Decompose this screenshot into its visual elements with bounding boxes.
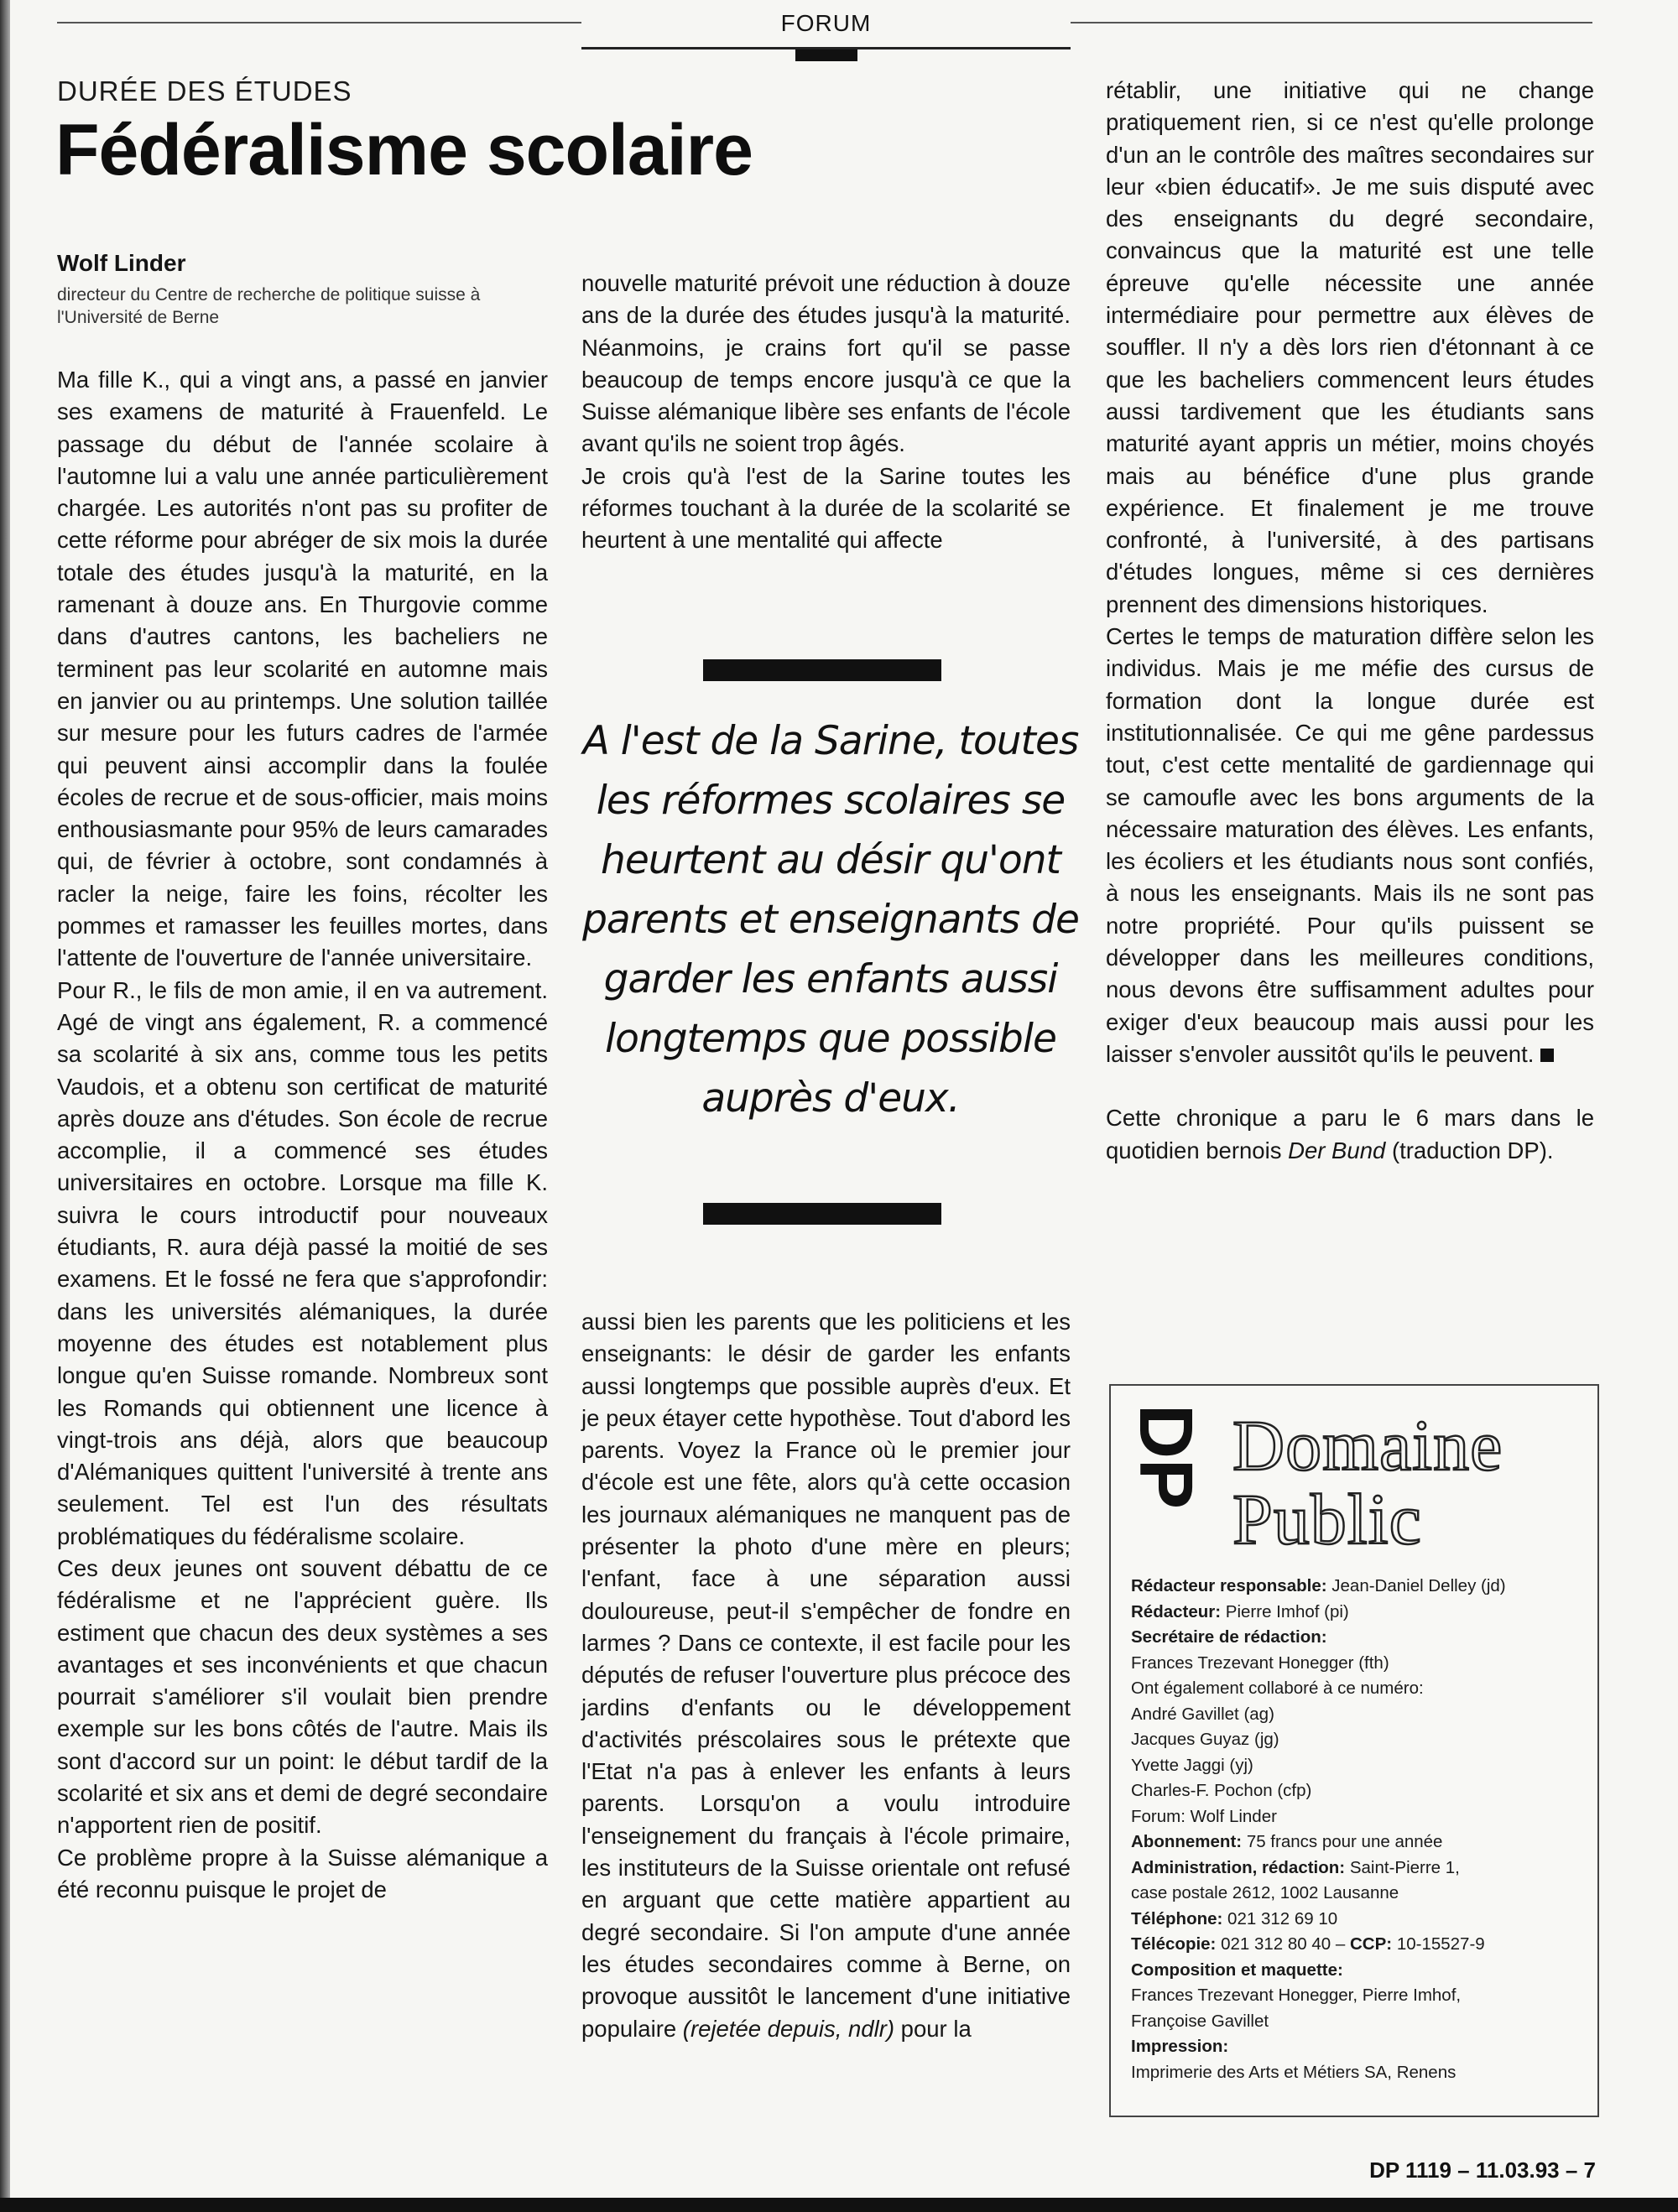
article-column-3 <box>1106 75 1594 1167</box>
article-column-2-bottom <box>581 1306 1071 2045</box>
article-column-2-top <box>581 268 1071 557</box>
credit-value: Forum: Wolf Linder <box>1131 1806 1277 1826</box>
paragraph: rétablir, une initiative qui ne change pratiquement rien, si ce n'est qu'elle prolonge d'un an le contrôle des maîtres secondaires sur leur «bien éducatif». Je me suis disputé avec des enseignants du degré secondaire, convaincus que la maturité est une telle épreuve qu'elle nécessite une année intermédiaire pour permettre aux élèves de souffler. Il n'y a dès lors rien d'étonnant à ce que les bacheliers commencent leurs études aussi tardivement que les étudiants sans maturité ayant appris un métier, moins choyés mais au bénéfice d'une plus grande expérience. Et finalement je me trouve confronté, à l'université, à des partisans d'études longues, même si ces dernières prennent des dimensions historiques. <box>1106 77 1594 617</box>
paragraph: Ma fille K., qui a vingt ans, a passé en janvier ses examens de maturité à Frauenfeld. Le passage du début de l'année scolaire à l'automne lui a valu une année particulièrement chargée. Les autorités n'ont pas su profiter de cette réforme pour abréger de six mois la durée totale des études jusqu'à la maturité, en la ramenant à douze ans. En Thurgovie comme dans d'autres cantons, les bacheliers ne terminent pas leur scolarité en automne mais en janvier ou au printemps. Une solution taillée sur mesure pour les futurs cadres de l'armée qui peuvent ainsi accomplir dans la foulée écoles de recrue et de sous-officier, mais moins enthousiasmante pour 95% de leurs camarades qui, de février à octobre, sont condamnés à racler la neige, faire les foins, récolter les pommes et ramasser les feuilles mortes, dans l'attente de l'ouverture de l'année universitaire. <box>57 367 548 971</box>
paragraph <box>1106 621 1594 1070</box>
credit-line <box>1131 1574 1584 1600</box>
credit-line <box>1131 1907 1584 1933</box>
credit-line <box>1131 1855 1584 1882</box>
credit-line <box>1131 1600 1584 1626</box>
credit-value: Frances Trezevant Honegger, Pierre Imhof, <box>1131 1986 1462 2005</box>
credit-value: Imprimerie des Arts et Métiers SA, Renens <box>1131 2062 1457 2082</box>
newspaper-name: Der Bund <box>1288 1137 1386 1163</box>
credit-value: 75 francs pour une année <box>1246 1832 1443 1851</box>
credit-value: Saint-Pierre 1, <box>1349 1857 1460 1877</box>
credit-label: Administration, rédaction: <box>1131 1857 1346 1877</box>
source-note-text-end: (traduction DP). <box>1391 1137 1554 1163</box>
page-bottom-edge <box>0 2198 1678 2212</box>
credit-label: Rédacteur responsable: <box>1131 1576 1327 1595</box>
author-name: Wolf Linder <box>57 250 186 276</box>
credit-value: Jacques Guyaz (jg) <box>1131 1730 1279 1749</box>
article-title: Fédéralisme scolaire <box>55 110 753 190</box>
paragraph: Ces deux jeunes ont souvent débattu de ce fédéralisme et ne l'apprécient guère. Ils estiment que chacun des deux systèmes a ses avantages et ses inconvénients et que chacun pourrait s'améliorer s'il voulait bien prendre exemple sur les bons côtés de l'autre. Mais ils sont d'accord sur un point: le début tardif de la scolarité et six ans et demi de degré secondaire n'apportent rien de positif. <box>57 1554 548 1839</box>
paragraph-text-end: pour la <box>900 2015 972 2042</box>
credit-value: André Gavillet (ag) <box>1131 1704 1274 1724</box>
section-marker <box>795 49 857 61</box>
credit-line <box>1131 1983 1584 2009</box>
dp-logo-text: DP <box>1123 1404 1208 1510</box>
credit-line <box>1131 1881 1584 1907</box>
paragraph: nouvelle maturité prévoit une réduction à douze ans de la durée des études jusqu'à la maturité. Néanmoins, je crains fort qu'il se passe beaucoup de temps encore jusqu'à ce que la Suisse alémanique libère ses enfants de l'école avant qu'ils ne soient trop âgés. <box>581 270 1071 457</box>
masthead-box <box>1109 1384 1599 2117</box>
credit-label: Télécopie: <box>1131 1934 1217 1954</box>
pull-quote: A l'est de la Sarine, toutes les réformes scolaires se heurtent au désir qu'ont parents et enseignants de garder les enfants aussi longtemps que possible auprès d'eux. <box>582 718 1079 1122</box>
credit-value: 10-15527-9 <box>1396 1934 1485 1954</box>
credit-value: Jean-Daniel Delley (jd) <box>1331 1576 1506 1595</box>
author-role: directeur du Centre de recherche de politique suisse à l'Université de Berne <box>57 285 481 327</box>
source-note-text: Cette chronique a paru le 6 mars dans le quotidien bernois <box>1106 1105 1594 1163</box>
header-rule-left <box>57 22 581 23</box>
article-kicker: DURÉE DES ÉTUDES <box>57 75 352 107</box>
article-column-1 <box>57 364 548 1906</box>
credit-value: case postale 2612, 1002 Lausanne <box>1131 1883 1399 1902</box>
credit-line <box>1131 1651 1584 1677</box>
credit-line <box>1131 1727 1584 1753</box>
credit-value: 021 312 69 10 <box>1227 1908 1338 1928</box>
credit-line <box>1131 2034 1584 2060</box>
credit-label: Téléphone: <box>1131 1908 1223 1928</box>
credit-line <box>1131 1932 1584 1958</box>
credit-line <box>1131 1676 1584 1702</box>
credit-label: Impression: <box>1131 2037 1229 2056</box>
source-note <box>1106 1102 1594 1167</box>
credit-label: Rédacteur: <box>1131 1601 1222 1621</box>
header-rule-right <box>1071 22 1592 23</box>
paragraph: Je crois qu'à l'est de la Sarine toutes les réformes touchant à la durée de la scolarité se heurtent à une mentalité qui affecte <box>581 462 1071 554</box>
credit-value: 021 312 80 40 – <box>1221 1934 1346 1954</box>
credit-value: Ont également collaboré à ce numéro: <box>1131 1679 1424 1698</box>
paragraph-text: Certes le temps de maturation diffère selon les individus. Mais je me méfie des cursus de formation dont la longue durée est institutionnalisée. Ce qui me gêne pardessus tout, c'est cette mentalité de gardiennage qui se camoufle avec les bons arguments de la nécessaire maturation des élèves. Les enfants, les écoliers et les étudiants nous sont confiés, à nous les enseignants. Mais ils ne sont pas notre propriété. Pour qu'ils puissent se développer dans les meilleures conditions, nous devons être suffisamment adultes pour exiger d'eux beaucoup mais aussi pour les laisser s'envoler aussitôt qu'ils le peuvent. <box>1106 623 1594 1067</box>
credit-label: Secrétaire de rédaction: <box>1131 1627 1327 1647</box>
paragraph: Ce problème propre à la Suisse alémanique a été reconnu puisque le projet de <box>57 1844 548 1902</box>
credit-line <box>1131 1702 1584 1728</box>
brand-line-1: Domaine <box>1232 1405 1503 1486</box>
paragraph: Pour R., le fils de mon amie, il en va autrement. Agé de vingt ans également, R. a commencé sa scolarité à six ans, comme tous les petits Vaudois, et a obtenu son certificat de maturité après douze ans d'études. Son école de recrue accomplie, il a commencé ses études universitaires en octobre. Lorsque ma fille K. suivra le cours introductif pour nouveaux étudiants, R. aura déjà passé la moitié de ses examens. Et le fossé ne fera que s'approfondir: dans les universités alémaniques, la durée moyenne des études est notablement plus longue qu'en Suisse romande. Nombreux sont les Romands qui obtiennent une licence à vingt-trois ans déjà, alors que beaucoup d'Alémaniques quittent l'université à trente ans seulement. Tel est l'un des résultats problématiques du fédéralisme scolaire. <box>57 976 548 1549</box>
credit-value: Françoise Gavillet <box>1131 2011 1269 2031</box>
credit-line <box>1131 2009 1584 2035</box>
credit-line <box>1131 1804 1584 1830</box>
brand-line-2: Public <box>1232 1479 1422 1559</box>
credit-label: Composition et maquette: <box>1131 1960 1343 1980</box>
credit-line <box>1131 1958 1584 1984</box>
section-label: FORUM <box>780 10 872 36</box>
credit-line <box>1131 2060 1584 2086</box>
credit-line <box>1131 1753 1584 1779</box>
end-mark-icon <box>1540 1049 1554 1062</box>
credit-line <box>1131 1625 1584 1651</box>
page-footer: DP 1119 – 11.03.93 – 7 <box>1369 2157 1596 2183</box>
dp-logo-letters <box>1123 1404 1207 1509</box>
credit-value: Pierre Imhof (pi) <box>1225 1601 1349 1621</box>
dp-logo-icon <box>1123 1404 1208 1547</box>
credit-label: CCP: <box>1350 1934 1393 1954</box>
paragraph-text: aussi bien les parents que les politiciens et les enseignants: le désir de garder les enfants aussi longtemps que possible auprès d'eux. Et je peux étayer cette hypothèse. Tout d'abord les parents. Voyez la France où le premier jour d'école est une fête, alors qu'à cette occasion les journaux alémaniques ne manquent pas de présenter la photo d'une mère en pleurs; l'enfant, face à une séparation aussi douloureuse, peut-il s'empêcher de fondre en larmes ? Dans ce contexte, il est facile pour les députés de refuser l'ouverture plus précoce des jardins d'enfants ou le développement d'activités préscolaires sous le prétexte que l'Etat n'a pas à enlever les enfants à leurs parents. Lorsqu'on a voulu introduire l'enseignement du français à l'école primaire, les instituteurs de la Suisse orientale ont refusé en arguant que cette matière appartient au degré secondaire. Si l'on ampute d'une année les études secondaires comme à Berne, on provoque aussitôt le lancement d'une initiative populaire <box>581 1309 1071 2042</box>
quote-bar-bottom <box>703 1203 941 1225</box>
credit-value: Charles-F. Pochon (cfp) <box>1131 1781 1312 1800</box>
credit-line <box>1131 1829 1584 1855</box>
page-edge-shadow <box>0 0 10 2212</box>
quote-bar-top <box>703 659 941 681</box>
credit-line <box>1131 1778 1584 1804</box>
paragraph <box>581 1306 1071 2045</box>
masthead-credits <box>1131 1574 1584 2085</box>
credit-value: Yvette Jaggi (yj) <box>1131 1755 1253 1775</box>
editorial-note: (rejetée depuis, ndlr) <box>682 2015 895 2042</box>
credit-label: Abonnement: <box>1131 1832 1243 1851</box>
credit-value: Frances Trezevant Honegger (fth) <box>1131 1652 1389 1673</box>
